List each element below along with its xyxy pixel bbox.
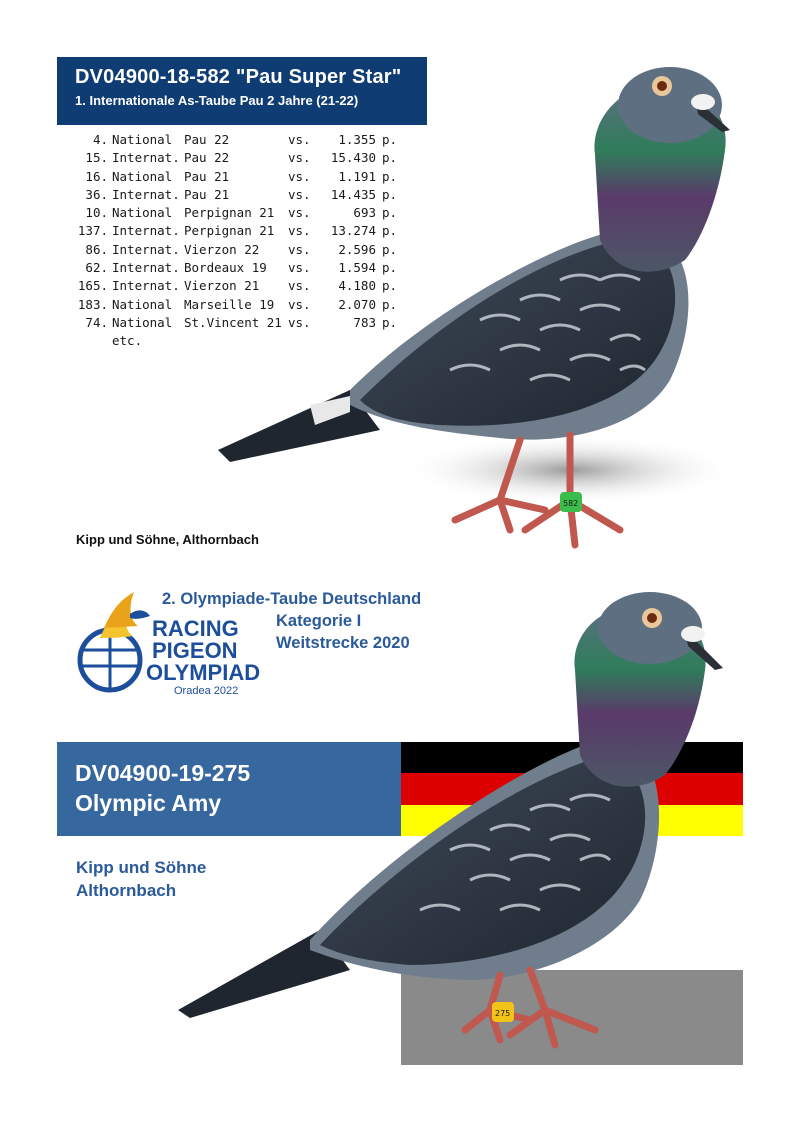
result-level: Internat. [112, 260, 180, 276]
pigeon1-subtitle: 1. Internationale As-Taube Pau 2 Jahre (21-22) [75, 93, 359, 108]
result-vs: vs. [288, 260, 311, 276]
logo-line-pigeon: PIGEON [152, 638, 238, 663]
result-place: 183. [77, 296, 108, 312]
result-unit: p. [382, 132, 398, 147]
olympiad-title-line2: Kategorie I [276, 612, 362, 630]
result-unit: p. [382, 168, 398, 184]
result-vs: vs. [288, 278, 311, 294]
pigeon2-breeder-line2: Althornbach [76, 881, 177, 900]
result-place: 4. [92, 132, 108, 147]
pigeon2-ring-number: DV04900-19-275 [75, 760, 251, 786]
result-race: Bordeaux 19 [184, 260, 267, 276]
result-count: 2.070 [338, 296, 376, 312]
result-vs: vs. [288, 223, 311, 239]
result-count: 1.191 [338, 168, 376, 184]
result-place: 74. [85, 314, 108, 330]
result-unit: p. [382, 150, 398, 166]
result-race: St.Vincent 21 [184, 314, 282, 330]
pigeon1-ring-label: 582 [563, 499, 579, 508]
result-vs: vs. [288, 186, 311, 202]
result-unit: p. [382, 296, 398, 312]
result-count: 783 [353, 314, 376, 330]
result-vs: vs. [288, 296, 311, 312]
pigeon-image [200, 60, 760, 560]
result-place: 16. [85, 168, 108, 184]
result-race: Perpignan 21 [184, 205, 275, 221]
result-vs: vs. [288, 168, 311, 184]
result-level: National [112, 296, 173, 312]
result-level: Internat. [112, 223, 180, 239]
result-unit: p. [382, 205, 398, 221]
result-place: 165. [77, 278, 108, 294]
result-count: 2.596 [338, 241, 376, 257]
result-unit: p. [382, 260, 398, 276]
result-place: 15. [85, 150, 108, 166]
result-vs: vs. [288, 241, 311, 257]
pigeon2-ring-label: 275 [495, 1009, 511, 1018]
result-count: 1.594 [338, 260, 376, 276]
result-unit: p. [382, 186, 398, 202]
pigeon1-breeder: Kipp und Söhne, Althornbach [76, 532, 259, 547]
pigeon2-name: Olympic Amy [75, 790, 222, 816]
result-count: 4.180 [338, 278, 376, 294]
logo-line-racing: RACING [152, 616, 239, 641]
result-level: National [112, 314, 173, 330]
pigeon2-breeder-line1: Kipp und Söhne [76, 858, 207, 877]
result-count: 15.430 [330, 150, 376, 166]
result-unit: p. [382, 278, 398, 294]
result-race: Pau 21 [184, 186, 230, 202]
logo-sub: Oradea 2022 [174, 685, 239, 697]
result-unit: p. [382, 223, 398, 239]
result-place: 36. [85, 186, 108, 202]
result-race: Pau 21 [184, 168, 230, 184]
olympiad-title-line3: Weitstrecke 2020 [276, 634, 410, 652]
result-level: Internat. [112, 278, 180, 294]
result-race: Marseille 19 [184, 296, 275, 312]
result-level: National [112, 168, 173, 184]
pigeon1-title: DV04900-18-582 "Pau Super Star" [75, 66, 402, 88]
result-level: Internat. [112, 241, 180, 257]
pigeon-image [170, 590, 750, 1050]
logo-line-olympiad: OLYMPIAD [146, 660, 261, 685]
result-race: Vierzon 21 [184, 278, 260, 294]
result-vs: vs. [288, 314, 311, 330]
result-race: Pau 22 [184, 150, 230, 166]
result-place: 10. [85, 205, 108, 221]
result-vs: vs. [288, 132, 311, 147]
result-level: Internat. [112, 186, 180, 202]
result-count: 1.355 [338, 132, 376, 147]
result-level: National [112, 132, 173, 147]
result-place: 62. [85, 260, 108, 276]
result-race: Pau 22 [184, 132, 230, 147]
result-place: 137. [77, 223, 108, 239]
result-level: Internat. [112, 150, 180, 166]
result-vs: vs. [288, 205, 311, 221]
result-race: Vierzon 22 [184, 241, 260, 257]
results-etc: etc. [112, 333, 143, 349]
result-place: 86. [85, 241, 108, 257]
result-count: 13.274 [330, 223, 376, 239]
result-count: 14.435 [330, 186, 376, 202]
result-unit: p. [382, 314, 398, 330]
pigeon2-breeder [76, 856, 206, 902]
result-level: National [112, 205, 173, 221]
result-unit: p. [382, 241, 398, 257]
result-count: 693 [353, 205, 376, 221]
result-vs: vs. [288, 150, 311, 166]
result-race: Perpignan 21 [184, 223, 275, 239]
olympiad-title-line1: 2. Olympiade-Taube Deutschland [162, 590, 422, 608]
